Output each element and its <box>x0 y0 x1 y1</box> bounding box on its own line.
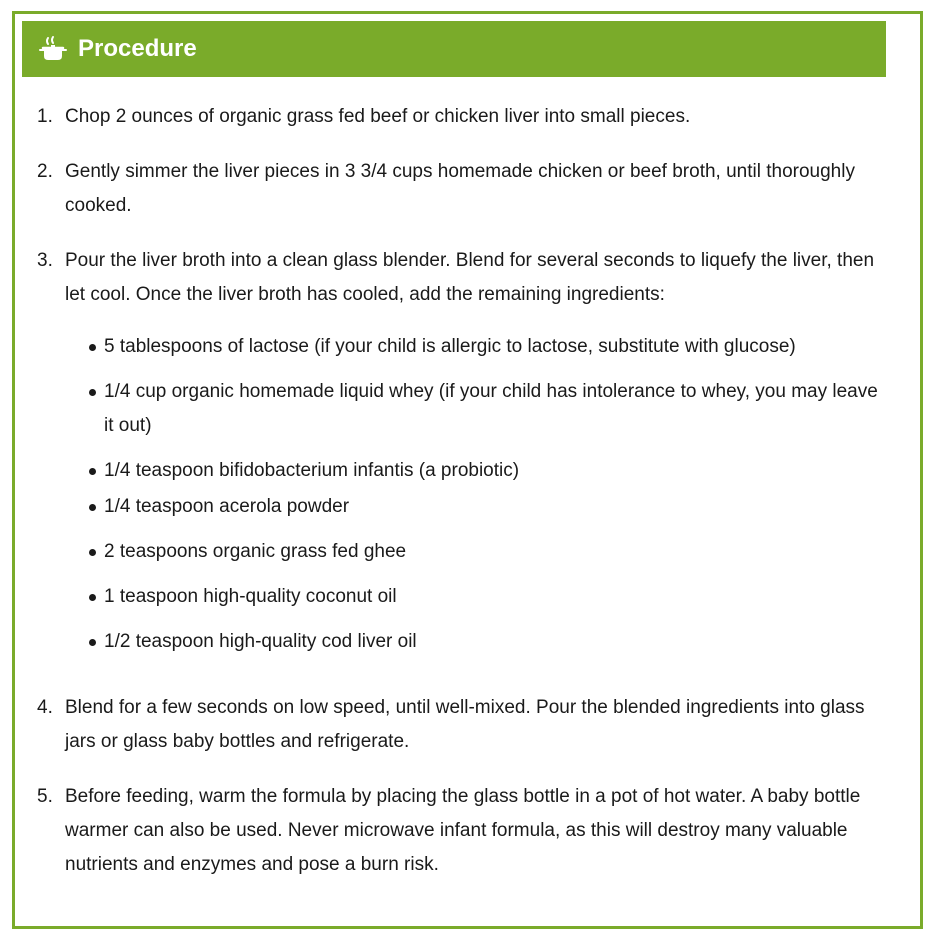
step-1 <box>37 100 887 134</box>
step-number: 3. <box>37 250 53 271</box>
step-number: 2. <box>37 161 53 182</box>
step-5 <box>37 780 887 882</box>
step-text: Chop 2 ounces of organic grass fed beef or chicken liver into small pieces. <box>65 106 691 127</box>
ingredient-text: 1/4 teaspoon acerola powder <box>104 496 350 517</box>
bullet-icon <box>87 625 104 659</box>
ingredient-text: 1/4 cup organic homemade liquid whey (if your child has intolerance to whey, you may leave it out) <box>104 381 878 436</box>
ingredient-item <box>65 330 887 364</box>
procedure-steps <box>37 100 887 903</box>
ingredient-item <box>65 454 887 488</box>
ingredient-list <box>65 330 887 659</box>
step-number: 4. <box>37 697 53 718</box>
step-text: Before feeding, warm the formula by placing the glass bottle in a pot of hot water. A baby bottle warmer can also be used. Never microwave infant formula, as this will destroy many valuable nutrients and enzymes and pose a burn risk. <box>65 786 861 875</box>
step-body <box>65 244 887 670</box>
step-number: 5. <box>37 786 53 807</box>
bullet-icon <box>87 330 104 364</box>
ingredient-item <box>65 375 887 443</box>
ingredient-item <box>65 625 887 659</box>
ingredient-text: 1 teaspoon high-quality coconut oil <box>104 586 397 607</box>
ingredient-item <box>65 580 887 614</box>
bullet-icon <box>87 490 104 524</box>
step-text: Blend for a few seconds on low speed, until well-mixed. Pour the blended ingredients into glass jars or glass baby bottles and refrigerate. <box>65 697 865 752</box>
step-number: 1. <box>37 106 53 127</box>
bullet-icon <box>87 375 104 443</box>
step-text: Gently simmer the liver pieces in 3 3/4 cups homemade chicken or beef broth, until thoroughly cooked. <box>65 161 855 216</box>
ingredient-item <box>65 490 887 524</box>
bullet-icon <box>87 580 104 614</box>
step-4 <box>37 691 887 759</box>
cooking-pot-icon <box>39 35 67 63</box>
bullet-icon <box>87 535 104 569</box>
ingredient-text: 2 teaspoons organic grass fed ghee <box>104 541 407 562</box>
ingredient-text: 1/2 teaspoon high-quality cod liver oil <box>104 631 417 652</box>
procedure-header <box>22 21 886 77</box>
bullet-icon <box>87 454 104 488</box>
step-2 <box>37 155 887 223</box>
step-3 <box>37 244 887 670</box>
procedure-title: Procedure <box>78 35 197 62</box>
ingredient-text: 5 tablespoons of lactose (if your child is allergic to lactose, substitute with glucose) <box>104 336 796 357</box>
step-text: Pour the liver broth into a clean glass blender. Blend for several seconds to liquefy the liver, then let cool. Once the liver broth has cooled, add the remaining ingredients: <box>65 250 875 305</box>
ingredient-item <box>65 535 887 569</box>
ingredient-text: 1/4 teaspoon bifidobacterium infantis (a probiotic) <box>104 460 520 481</box>
